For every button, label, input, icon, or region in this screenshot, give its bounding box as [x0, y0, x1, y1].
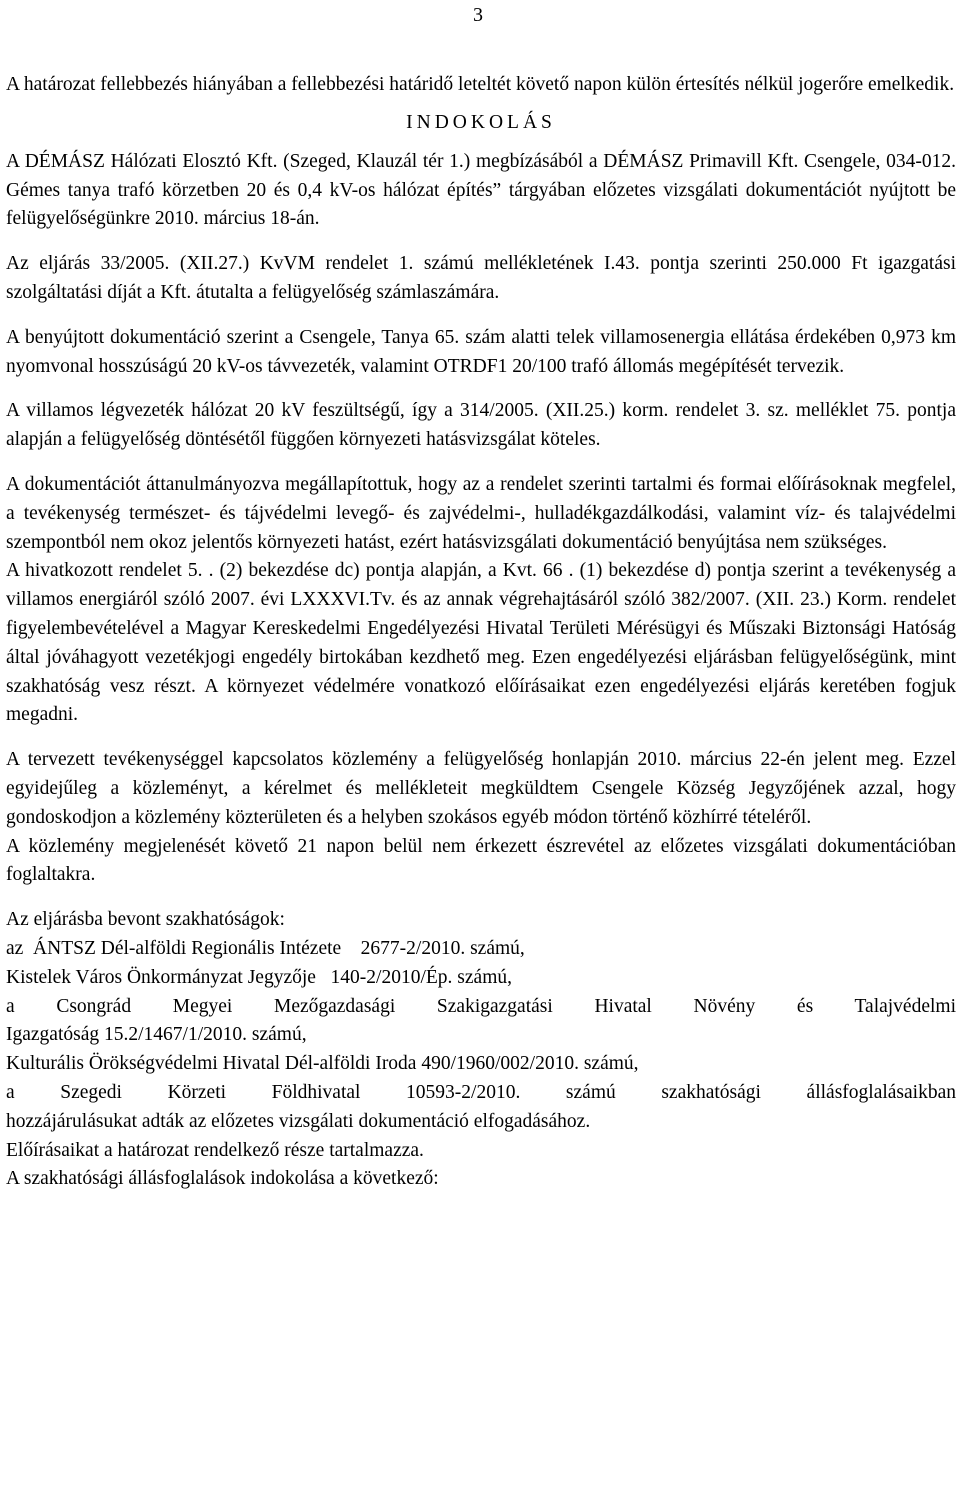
paragraph-documentation: A benyújtott dokumentáció szerint a Csengele, Tanya 65. szám alatti telek villamosenergia ellátása érdekében 0,973 km nyomvonal hosszúságú 20 kV-os távvezeték, valamint OTRDF1 20/100 trafó állomás megépítését tervezik. — [6, 326, 956, 377]
authority-kistelek: Kistelek Város Önkormányzat Jegyzője 140-2/2010/Ép. számú, — [6, 966, 512, 988]
paragraph-voltage: A villamos légvezeték hálózat 20 kV feszültségű, így a 314/2005. (XII.25.) korm. rendelet 3. sz. melléklet 75. pontja alapján a felügyelőség döntésétől függően környezeti hatásvizsgálat köteles. — [6, 400, 956, 451]
authority-csongrad-line1: a Csongrád Megyei Mezőgazdasági Szakigazgatási Hivatal Növény és Talajvédelmi — [6, 995, 956, 1017]
authority-foldhivatal-line2: hozzájárulásukat adták az előzetes vizsgálati dokumentáció elfogadásához. — [6, 1110, 591, 1132]
document-body — [6, 71, 956, 1194]
authority-csongrad-line2: Igazgatóság 15.2/1467/1/2010. számú, — [6, 1024, 307, 1046]
paragraph-assessment: A dokumentációt áttanulmányozva megállapítottuk, hogy az a rendelet szerinti tartalmi és formai előírásoknak megfelel, a tevékenység természet- és tájvédelmi levegő- és zajvédelmi-, hulladékgazdálkodási, valamint víz- és talajvédelmi szempontból nem okoz jelentős környezeti hatást, ezért hatásvizsgálati dokumentáció benyújtása nem szükséges. — [6, 473, 956, 553]
paragraph-announcement: A tervezett tevékenységgel kapcsolatos közlemény a felügyelőség honlapján 2010. március 22-én jelent meg. Ezzel egyidejűleg a közleményt, a kérelmet és mellékleteit megküldtem Csengele Község Jegyzőjének azzal, hogy gondoskodjon a közlemény közterületen és a helyben szokásos egyéb módon történő közhírré tételéről. — [6, 749, 956, 828]
authority-antsz: az ÁNTSZ Dél-alföldi Regionális Intézete 2677-2/2010. számú, — [6, 937, 525, 959]
paragraph-legal-force: A határozat fellebbezés hiányában a fellebbezési határidő leteltét követő napon külön értesítés nélkül jogerőre emelkedik. — [6, 74, 955, 95]
section-heading: INDOKOLÁS — [406, 111, 556, 133]
paragraph-request: A DÉMÁSZ Hálózati Elosztó Kft. (Szeged, Klauzál tér 1.) megbízásából a DÉMÁSZ Primavill Kft. Csengele, 034-012. Gémes tanya trafó körzetben 20 és 0,4 kV-os hálózat építés” tárgyában előzetes vizsgálati dokumentációt nyújtott be felügyelőségünkre 2010. március 18-án. — [6, 150, 956, 230]
page-number: 3 — [473, 4, 483, 26]
paragraph-regulation: A hivatkozott rendelet 5. . (2) bekezdése dc) pontja alapján, a Kvt. 66 . (1) bekezdése d) pontja szerint a tevékenység a villamos energiáról szóló 2007. évi LXXXVI.Tv. és az annak végrehajtásáról szóló 382/2007. (XII. 23.) Korm. rendelet figyelembevételével a Magyar Kereskedelmi Engedélyezési Hivatal Területi Mérésügyi és Műszaki Biztonsági Hatóság által jóváhagyott vezetékjogi engedély birtokában kezdhető meg. Ezen engedélyezési eljárásban felügyelőségünk, mint szakhatóság vesz részt. A környezet védelmére vonatkozó előírásaikat ezen engedélyezési eljárás keretében fogjuk megadni. — [6, 560, 956, 726]
authority-koh: Kulturális Örökségvédelmi Hivatal Dél-alföldi Iroda 490/1960/002/2010. számú, — [6, 1053, 639, 1075]
paragraph-no-comments: A közlemény megjelenését követő 21 napon belül nem érkezett észrevétel az előzetes vizsgálati dokumentációban foglaltakra. — [6, 835, 956, 886]
authority-foldhivatal-line1: a Szegedi Körzeti Földhivatal 10593-2/2010. számú szakhatósági állásfoglalásaikban — [6, 1081, 956, 1103]
authorities-list — [6, 906, 956, 1194]
authorities-requirements: Előírásaikat a határozat rendelkező része tartalmazza. — [6, 1139, 424, 1161]
authorities-intro: Az eljárásba bevont szakhatóságok: — [6, 909, 285, 931]
authorities-reasoning: A szakhatósági állásfoglalások indokolása a következő: — [6, 1168, 439, 1190]
paragraph-fee: Az eljárás 33/2005. (XII.27.) KvVM rendelet 1. számú mellékletének I.43. pontja szerinti 250.000 Ft igazgatási szolgáltatási díját a Kft. átutalta a felügyelőség számlaszámára. — [6, 253, 956, 303]
